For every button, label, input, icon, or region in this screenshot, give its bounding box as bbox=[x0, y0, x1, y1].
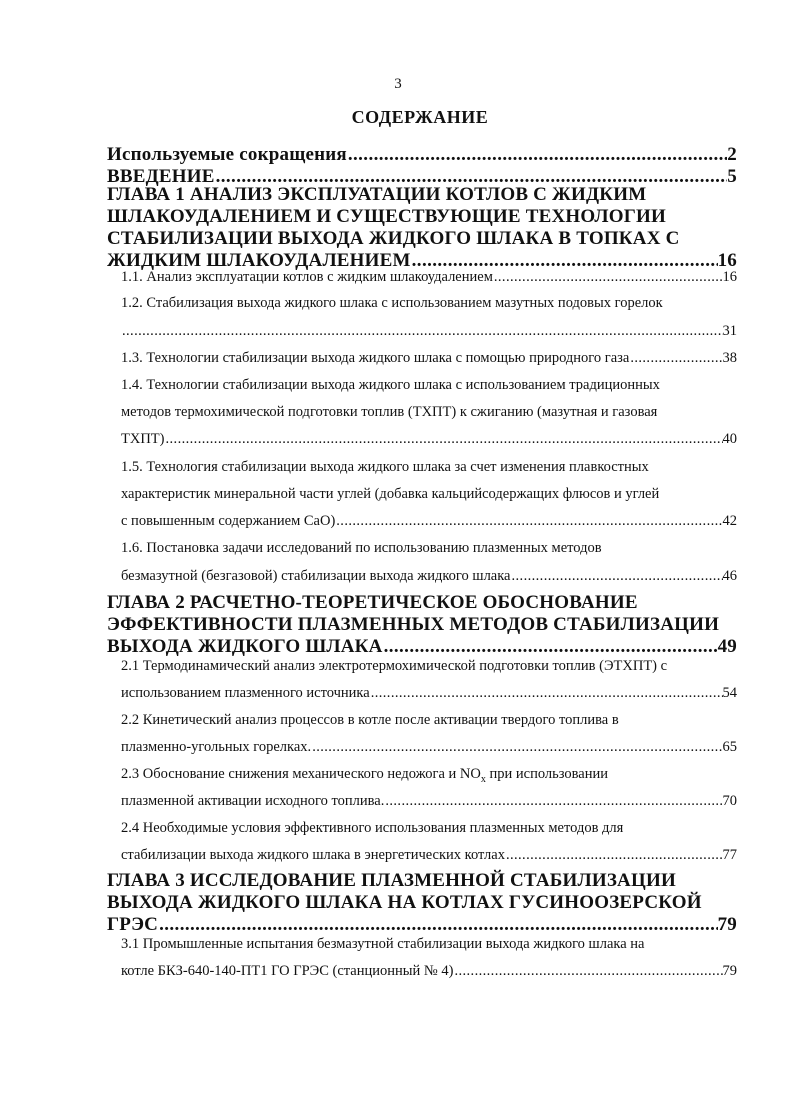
toc-entry-text: 1.6. Постановка задачи исследований по использованию плазменных методов bbox=[121, 540, 602, 556]
toc-page-number: 16 bbox=[717, 250, 737, 271]
dot-leader bbox=[629, 349, 722, 367]
dot-leader bbox=[311, 738, 722, 756]
toc-entry-text: 2.2 Кинетический анализ процессов в котле после активации твердого топлива в bbox=[121, 712, 619, 728]
toc-entry-text: Используемые сокращения bbox=[107, 144, 347, 165]
toc-page-number: 42 bbox=[722, 513, 737, 529]
chapter-title-line: ЭФФЕКТИВНОСТИ ПЛАЗМЕННЫХ МЕТОДОВ СТАБИЛИЗАЦИИ bbox=[107, 614, 720, 635]
dot-leader bbox=[347, 144, 727, 166]
toc-page-number: 77 bbox=[722, 847, 737, 863]
dot-leader bbox=[370, 684, 723, 702]
toc-page-number: 79 bbox=[717, 914, 737, 935]
toc-entry-text: характеристик минеральной части углей (добавка кальцийсодержащих флюсов и углей bbox=[121, 486, 660, 502]
chapter-title-line: ГЛАВА 2 РАСЧЕТНО-ТЕОРЕТИЧЕСКОЕ ОБОСНОВАНИЕ bbox=[107, 592, 638, 613]
toc-entry-text: 1.2. Стабилизация выхода жидкого шлака с использованием мазутных подовых горелок bbox=[121, 295, 663, 311]
dot-leader bbox=[453, 962, 722, 980]
dot-leader bbox=[493, 268, 723, 286]
toc-page-number: 49 bbox=[717, 636, 737, 657]
dot-leader bbox=[384, 792, 722, 810]
page-number: 3 bbox=[394, 76, 402, 92]
toc-page-number: 16 bbox=[722, 269, 737, 285]
toc-entry-text: 3.1 Промышленные испытания безмазутной стабилизации выхода жидкого шлака на bbox=[121, 936, 645, 952]
toc-page-number: 40 bbox=[722, 431, 737, 447]
toc-page-number: 79 bbox=[722, 963, 737, 979]
chapter-title-line: ГЛАВА 3 ИССЛЕДОВАНИЕ ПЛАЗМЕННОЙ СТАБИЛИЗАЦИИ bbox=[107, 870, 676, 891]
chapter-title-line: ЖИДКИМ ШЛАКОУДАЛЕНИЕМ bbox=[107, 250, 411, 271]
toc-page-number: 2 bbox=[727, 144, 737, 165]
toc-entry-text: 1.3. Технологии стабилизации выхода жидкого шлака с помощью природного газа bbox=[121, 350, 630, 366]
toc-entry-text: 2.4 Необходимые условия эффективного использования плазменных методов для bbox=[121, 820, 624, 836]
toc-entry-text: 2.3 Обоснование снижения механического недожога и $NO_x$ при использовании bbox=[121, 766, 609, 785]
chapter-title-line: ВЫХОДА ЖИДКОГО ШЛАКА НА КОТЛАХ ГУСИНООЗЕРСКОЙ bbox=[107, 892, 702, 913]
toc-page-number: 46 bbox=[722, 568, 737, 584]
dot-leader bbox=[505, 846, 723, 864]
chapter-title-line: ГЛАВА 1 АНАЛИЗ ЭКСПЛУАТАЦИИ КОТЛОВ С ЖИДКИМ bbox=[107, 184, 647, 205]
toc-page-number: 38 bbox=[722, 350, 737, 366]
toc-entry-text: 2.1 Термодинамический анализ электротермохимической подготовки топлив (ЭТХПТ) с bbox=[121, 658, 668, 674]
toc-entry-abbreviations[interactable] bbox=[107, 144, 737, 166]
toc-entry-text: котле БКЗ-640-140-ПТ1 ГО ГРЭС (станционный № 4) bbox=[121, 963, 454, 979]
toc-entry-text: ВВЕДЕНИЕ bbox=[107, 166, 215, 187]
toc-entry-text: стабилизации выхода жидкого шлака в энергетических котлах bbox=[121, 847, 505, 863]
toc-entry-text: плазменно-угольных горелках. bbox=[121, 739, 312, 755]
toc-page-number: 70 bbox=[722, 793, 737, 809]
toc-entry-text: методов термохимической подготовки топлив (ТХПТ) к сжиганию (мазутная и газовая bbox=[121, 404, 658, 420]
dot-leader bbox=[165, 430, 723, 448]
toc-entry-text: плазменной активации исходного топлива. bbox=[121, 793, 385, 809]
toc-entry-text: 1.1. Анализ эксплуатации котлов с жидким шлакоудалением bbox=[121, 269, 493, 285]
dot-leader bbox=[121, 322, 723, 340]
dot-leader bbox=[335, 512, 722, 530]
toc-entry-text: с повышенным содержанием СаО) bbox=[121, 513, 336, 529]
chapter-title-line: ГРЭС bbox=[107, 914, 159, 935]
toc-title: СОДЕРЖАНИЕ bbox=[351, 107, 489, 127]
toc-page-number: 5 bbox=[727, 166, 737, 187]
toc-entry-text: 1.4. Технологии стабилизации выхода жидкого шлака с использованием традиционных bbox=[121, 377, 660, 393]
chapter-title-line: ШЛАКОУДАЛЕНИЕМ И СУЩЕСТВУЮЩИЕ ТЕХНОЛОГИИ bbox=[107, 206, 666, 227]
dot-leader bbox=[383, 636, 718, 658]
toc-page-number: 65 bbox=[722, 739, 737, 755]
toc-entry-text: ТХПТ) bbox=[121, 431, 165, 447]
toc-entry-text: безмазутной (безгазовой) стабилизации выхода жидкого шлака bbox=[121, 568, 511, 584]
toc-page-number: 54 bbox=[722, 685, 737, 701]
toc-entry-text: использованием плазменного источника bbox=[121, 685, 370, 701]
toc-entry-1-1[interactable] bbox=[121, 268, 737, 286]
toc-entry-text: 1.5. Технология стабилизации выхода жидкого шлака за счет изменения плавкостных bbox=[121, 459, 649, 475]
chapter-title-line: ВЫХОДА ЖИДКОГО ШЛАКА bbox=[107, 636, 383, 657]
chapter-title-line: СТАБИЛИЗАЦИИ ВЫХОДА ЖИДКОГО ШЛАКА В ТОПКАХ С bbox=[107, 228, 680, 249]
toc-entry-1-3[interactable] bbox=[121, 349, 737, 367]
dot-leader bbox=[158, 914, 717, 936]
dot-leader bbox=[511, 567, 723, 585]
toc-page-number: 31 bbox=[722, 323, 737, 339]
